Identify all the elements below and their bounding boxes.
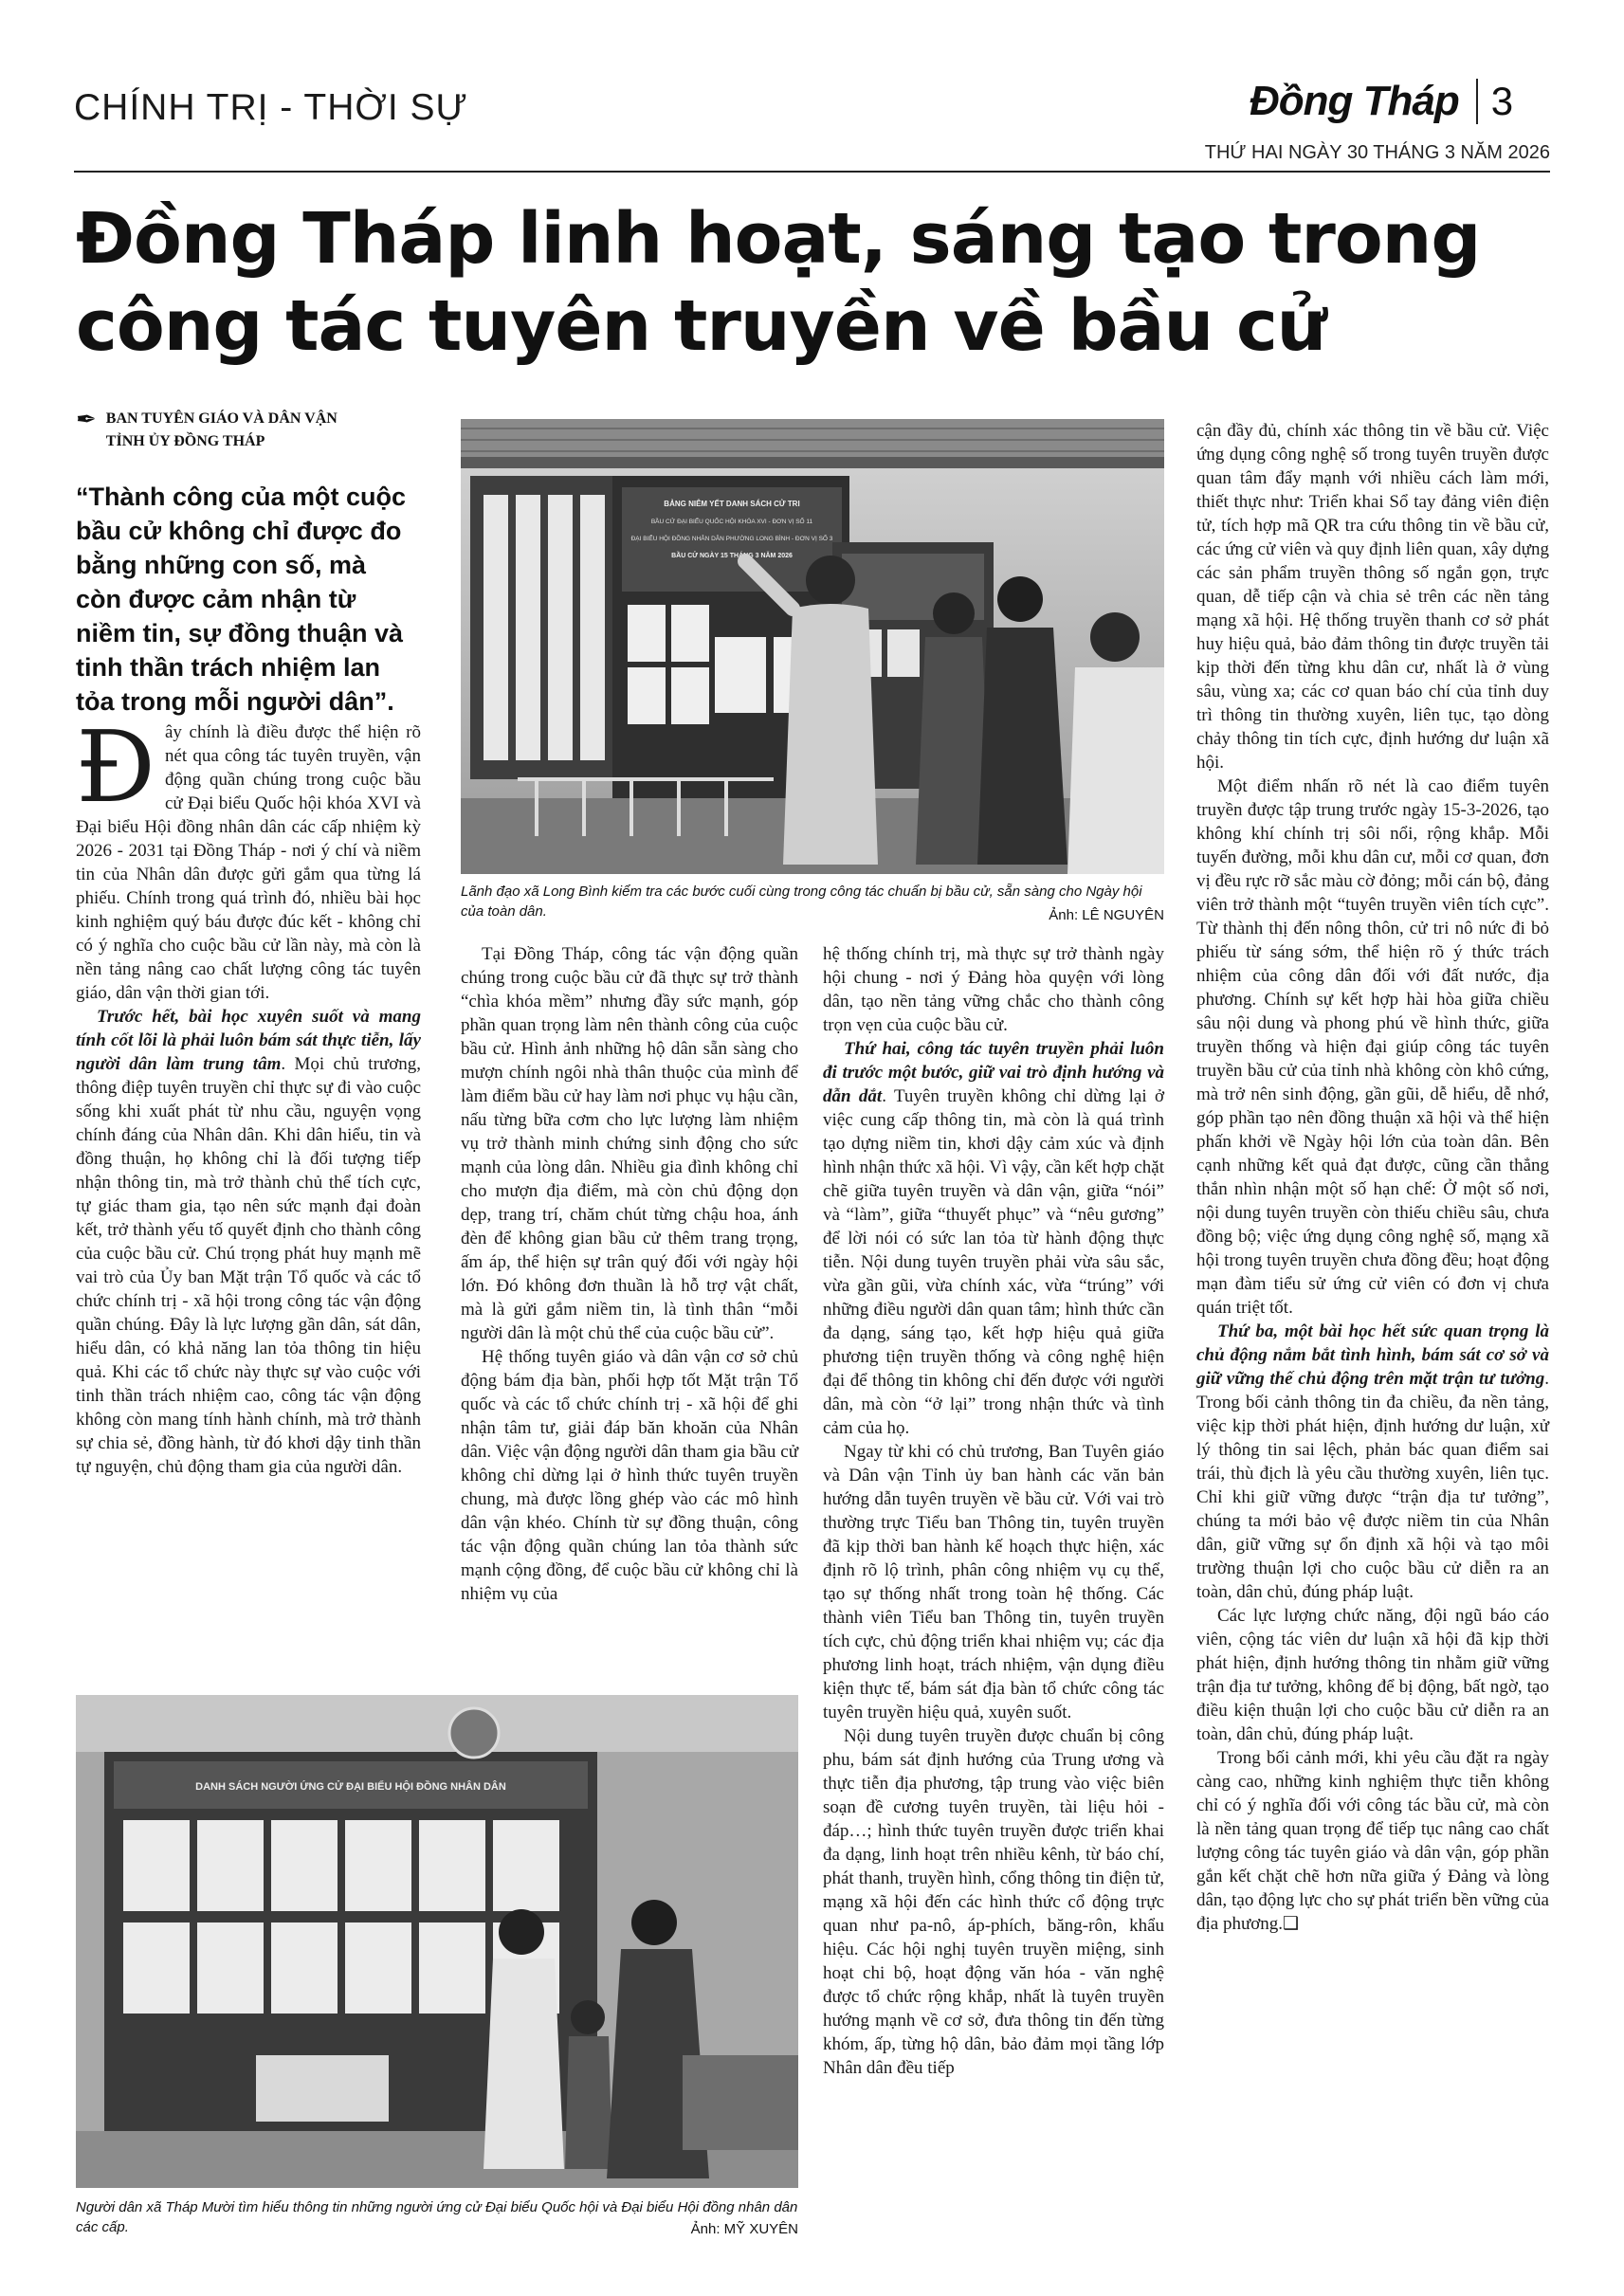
paragraph: Ngay từ khi có chủ trương, Ban Tuyên giáo và Dân vận Tỉnh ủy ban hành các văn bản hướng dẫn tuyên truyền về bầu cử. Với vai trò thường trực Tiểu ban Thông tin, tuyên truyền đã kịp thời ban hành kế hoạch thực hiện, xác định rõ lộ trình, phân công nhiệm vụ cụ thể, tạo sự thống nhất trong toàn hệ thống. Các thành viên Tiểu ban Thông tin, tuyên truyền tích cực, chủ động triển khai nhiệm vụ; các địa phương linh hoạt, trách nhiệm, vận dụng điều kiện thực tế, bám sát địa bàn tổ chức công tác tuyên truyền hiệu quả, xuyên suốt. bbox=[823, 1442, 1164, 1722]
paragraph: Hệ thống tuyên giáo và dân vận cơ sở chủ động bám địa bàn, phối hợp tốt Mặt trận Tổ quốc và các tổ chức chính trị - xã hội để ghi nhận tâm tư, giải đáp băn khoăn của Nhân dân. Việc vận động người dân tham gia bầu cử không chỉ dừng lại ở hình thức tuyên truyền chung, mà được lồng ghép vào các mô hình dân vận khéo. Chính từ sự đồng thuận, công tác vận động quần chúng lan tỏa thành sức mạnh cộng đồng, để cuộc bầu cử không chỉ là nhiệm vụ của bbox=[461, 1347, 798, 1604]
issue-date: THỨ HAI NGÀY 30 THÁNG 3 NĂM 2026 bbox=[1204, 142, 1550, 163]
headline bbox=[76, 195, 1555, 370]
headline-line-1: Đồng Tháp linh hoạt, sáng tạo trong bbox=[76, 198, 1481, 280]
byline-author: BAN TUYÊN GIÁO VÀ DÂN VẬN bbox=[105, 410, 338, 427]
photo-candidates-caption bbox=[76, 2197, 798, 2239]
pull-quote: “Thành công của một cuộc bầu cử không chỉ được đo bằng những con số, mà còn được cảm nhận từ niềm tin, sự đồng thuận và tinh thần trách nhiệm lan tỏa trong mỗi người dân”. bbox=[76, 483, 407, 716]
caption-text: Lãnh đạo xã Long Bình kiểm tra các bước cuối cùng trong công tác chuẩn bị bầu cử, sẵn sàng cho Ngày hội của toàn dân. bbox=[461, 884, 1142, 920]
board-subtitle-2: ĐẠI BIỂU HỘI ĐỒNG NHÂN DÂN PHƯỜNG LONG BÌNH - ĐƠN VỊ SỐ 3 bbox=[630, 536, 833, 542]
caption-text: Người dân xã Tháp Mười tìm hiểu thông tin những người ứng cử Đại biểu Quốc hội và Đại biểu Hội đồng nhân dân các cấp. bbox=[76, 2199, 798, 2235]
newspaper-logo[interactable]: Đồng Tháp bbox=[1250, 78, 1459, 124]
article-column-4 bbox=[1196, 419, 1549, 1936]
board-subtitle: BẦU CỬ ĐẠI BIỂU QUỐC HỘI KHÓA XVI - ĐƠN VỊ SỐ 11 bbox=[650, 519, 813, 525]
lesson-heading: Thứ hai, công tác tuyên truyền phải luôn đi trước một bước, giữ vai trò định hướng và dẫn dắt bbox=[823, 1039, 1164, 1106]
article-column-3 bbox=[823, 942, 1164, 2080]
photo-credit: Ảnh: LÊ NGUYÊN bbox=[1049, 907, 1164, 923]
article-column-1 bbox=[76, 709, 421, 1479]
board-title: BẢNG NIÊM YẾT DANH SÁCH CỬ TRI bbox=[664, 500, 800, 508]
photo-inspection bbox=[461, 419, 1164, 874]
pen-icon: ✒ bbox=[76, 406, 97, 433]
photo-candidates-board-image bbox=[76, 1695, 798, 2188]
paragraph: Tại Đồng Tháp, công tác vận động quần chúng trong cuộc bầu cử đã thực sự trở thành “chìa khóa mềm” nhưng đầy sức mạnh, góp phần quan trọng làm nên thành công của cuộc bầu cử. Hình ảnh những hộ dân sẵn sàng cho mượn chính ngôi nhà thân thuộc của mình để làm điểm bầu cử hay làm nơi phục vụ hậu cần, nấu từng bữa cơm cho lực lượng làm nhiệm vụ trở thành minh chứng sinh động cho sức mạnh của lòng dân. Nhiều gia đình không chỉ cho mượn địa điểm, mà còn chủ động dọn dẹp, trang trí, chăm chút từng chậu hoa, ánh đèn để không gian bầu cử thêm trang trọng, ấm áp, thể hiện sự trân quý đối với ngày hội lớn. Đó không đơn thuần là hỗ trợ vật chất, mà là gửi gắm niềm tin, là tình thân “mỗi người dân là một chủ thể của cuộc bầu cử”. bbox=[461, 944, 798, 1343]
paragraph: ây chính là điều được thể hiện rõ nét qua công tác tuyên truyền, vận động quần chúng trong cuộc bầu cử Đại biểu Quốc hội khóa XVI và Đại biểu Hội đồng nhân dân các cấp nhiệm kỳ 2026 - 2031 tại Đồng Tháp - nơi ý chí và niềm tin của Nhân dân được gửi gắm qua từng lá phiếu. Chính trong quá trình đó, nhiều bài học kinh nghiệm quý báu được đúc kết - không chỉ có ý nghĩa cho cuộc bầu cử lần này, mà còn là nền tảng nâng cao chất lượng công tác tuyên giáo, dân vận thời gian tới. bbox=[76, 722, 421, 1003]
byline-org: TỈNH ỦY ĐỒNG THÁP bbox=[105, 433, 265, 449]
paragraph: . Trong bối cảnh thông tin đa chiều, đa nền tảng, việc kịp thời phát hiện, định hướng dư luận, xử lý thông tin sai lệch, phản bác quan điểm sai trái, thù địch là yêu cầu thường xuyên, liên tục. Chỉ khi giữ vững được “trận địa tư tưởng”, chúng ta mới bảo vệ được niềm tin của Nhân dân, giữ vững sự ổn định xã hội và tạo môi trường thuận lợi cho cuộc bầu cử diễn ra an toàn, dân chủ, đúng pháp luật. bbox=[1196, 1369, 1549, 1602]
board-title: DANH SÁCH NGƯỜI ỨNG CỬ ĐẠI BIỂU HỘI ĐỒNG NHÂN DÂN bbox=[195, 1781, 506, 1793]
page-number: 3 bbox=[1490, 79, 1514, 123]
masthead-divider bbox=[1476, 79, 1478, 124]
photo-inspection-image bbox=[461, 419, 1164, 874]
paragraph: cận đầy đủ, chính xác thông tin về bầu cử. Việc ứng dụng công nghệ số trong tuyên truyền được quan tâm đẩy mạnh với nhiều cách làm mới, thiết thực như: Triển khai Sổ tay đảng viên điện tử, tích hợp mã QR tra cứu thông tin về bầu cử, các ứng cử viên và quy định liên quan, xây dựng các sản phẩm truyền thông số ngắn gọn, trực quan, dễ tiếp cận và chia sẻ trên các nền tảng mạng xã hội. Hệ thống truyền thanh cơ sở phát huy hiệu quả, bảo đảm thông tin được truyền tải kịp thời đến từng khu dân cư, nhất là ở vùng sâu, vùng xa; các cơ quan báo chí của tỉnh duy trì thông tin thường xuyên, liên tục, tạo dòng chảy thông tin tích cực, định hướng dư luận xã hội. bbox=[1196, 421, 1549, 773]
national-emblem-icon bbox=[449, 1708, 499, 1758]
paragraph: Một điểm nhấn rõ nét là cao điểm tuyên truyền được tập trung trước ngày 15-3-2026, tạo không khí chính trị sôi nổi, rộng khắp. Mỗi tuyến đường, mỗi khu dân cư, mỗi cơ quan, đơn vị đều rực rỡ sắc màu cờ đỏng; mỗi cán bộ, đảng viên trở thành một “tuyên truyền viên tích cực”. Từ thành thị đến nông thôn, cử tri nô nức đi bỏ phiếu từ sáng sớm, thể hiện rõ ý thức trách nhiệm của công dân đối với đất nước, địa phương. Chính sự kết hợp hài hòa giữa chiều sâu nội dung và phong phú về hình thức, giữa truyền thống và hiện đại giúp công tác tuyên truyền bầu cử của tỉnh nhà không còn khô cứng, mà trở nên sinh động, gần gũi, dễ hiểu, dễ nhớ, góp phần tạo nên đồng thuận xã hội và thể hiện phấn khởi về Ngày hội lớn của toàn dân. Bên cạnh những kết quả đạt được, cũng cần thẳng thắn nhìn nhận một số hạn chế: Ở một số nơi, nội dung tuyên truyền còn thiếu chiều sâu, chưa đồng bộ; việc ứng dụng công nghệ số, mạng xã hội trong tuyên truyền chưa đồng đều; hoạt động mạn đàm tiểu sử ứng cử viên có đơn vị chưa quán triệt tốt. bbox=[1196, 776, 1549, 1318]
drop-cap: Đ bbox=[76, 709, 155, 825]
masthead bbox=[1250, 78, 1513, 125]
header-rule bbox=[74, 171, 1550, 173]
byline bbox=[76, 408, 455, 453]
photo-candidates-board bbox=[76, 1695, 798, 2188]
photo-inspection-caption bbox=[461, 882, 1164, 925]
paragraph: Trong bối cảnh mới, khi yêu cầu đặt ra ngày càng cao, những kinh nghiệm thực tiễn không chỉ có ý nghĩa đối với công tác bầu cử, mà còn là nền tảng quan trọng để tiếp tục nâng cao chất lượng công tác tuyên giáo và dân vận, góp phần gắn kết chặt chẽ hơn nữa giữa ý Đảng và lòng dân, tạo động lực cho sự phát triển bền vững của địa phương.❑ bbox=[1196, 1748, 1549, 1934]
paragraph: Các lực lượng chức năng, đội ngũ báo cáo viên, cộng tác viên dư luận xã hội đã kịp thời phát hiện, định hướng thông tin nhằm giữ vững trận địa tư tưởng, không để bị động, bất ngờ, tạo điều kiện thuận lợi cho cuộc bầu cử diễn ra an toàn, dân chủ, đúng pháp luật. bbox=[1196, 1606, 1549, 1744]
lesson-heading: Trước hết, bài học xuyên suốt và mang tính cốt lõi là phải luôn bám sát thực tiễn, lấy người dân làm trung tâm bbox=[76, 1007, 421, 1074]
paragraph: . Tuyên truyền không chỉ dừng lại ở việc cung cấp thông tin, mà còn là quá trình tạo dựng niềm tin, khơi dậy cảm xúc và định hình nhận thức xã hội. Vì vậy, cần kết hợp chặt chẽ giữa tuyên truyền và dân vận, giữa “nói” và “làm”, giữa “thuyết phục” và “nêu gương” để lời nói có sức lan tỏa từ hành động thực tiễn. Nội dung tuyên truyền phải vừa sâu sắc, vừa gần gũi, vừa chính xác, vừa “trúng” với những điều người dân quan tâm; hình thức cần đa dạng, sáng tạo, kết hợp hiệu quả giữa phương tiện truyền thống và công nghệ hiện đại để thông tin không chỉ đến được với người dân, mà còn “ở lại” trong nhận thức và tình cảm của họ. bbox=[823, 1086, 1164, 1438]
section-label: CHÍNH TRỊ - THỜI SỰ bbox=[74, 87, 468, 128]
photo-credit: Ảnh: MỸ XUYÊN bbox=[690, 2221, 798, 2237]
article-column-2 bbox=[461, 942, 798, 1606]
paragraph: Nội dung tuyên truyền được chuẩn bị công phu, bám sát định hướng của Trung ương và thực tiễn địa phương, tập trung vào việc biên soạn đề cương tuyên truyền, tài liệu hỏi - đáp…; hình thức tuyên truyền được triển khai đa dạng, linh hoạt trên nhiều kênh, từ báo chí, phát thanh, truyền hình, cổng thông tin điện tử, mạng xã hội đến các hình thức cổ động trực quan như pa-nô, áp-phích, băng-rôn, khẩu hiệu. Các hội nghị tuyên truyền miệng, sinh hoạt chi bộ, hoạt động văn hóa - văn nghệ được tổ chức rộng khắp, nhất là tuyên truyền hướng mạnh về cơ sở, đưa thông tin đến từng khóm, ấp, từng hộ dân, bảo đảm mọi tầng lớp Nhân dân đều tiếp bbox=[823, 1726, 1164, 2078]
paragraph: hệ thống chính trị, mà thực sự trở thành ngày hội chung - nơi ý Đảng hòa quyện với lòng dân, tạo nền tảng vững chắc cho thành công trọn vẹn của cuộc bầu cử. bbox=[823, 944, 1164, 1035]
paragraph: . Mọi chủ trương, thông điệp tuyên truyền chỉ thực sự đi vào cuộc sống khi xuất phát từ nhu cầu, nguyện vọng chính đáng của Nhân dân. Khi dân hiểu, tin và đồng thuận, họ không chỉ là đối tượng tiếp nhận thông tin, mà trở thành chủ thể tích cực, tự giác tham gia, tạo nên sức mạnh đại đoàn kết, trở thành yếu tố quyết định cho thành công của cuộc bầu cử. Chú trọng phát huy mạnh mẽ vai trò của Ủy ban Mặt trận Tổ quốc và các tổ chức chính trị - xã hội trong công tác vận động quần chúng. Đây là lực lượng gần dân, sát dân, hiểu dân, có khả năng lan tỏa thông tin hiệu quả. Khi các tổ chức này thực sự vào cuộc với tinh thần trách nhiệm cao, công tác vận động không còn mang tính hành chính, mà trở thành sự chia sẻ, đồng hành, từ đó khơi dậy tinh thần tự nguyện, chủ động tham gia của người dân. bbox=[76, 1054, 421, 1477]
board-date: BẦU CỬ NGÀY 15 THÁNG 3 NĂM 2026 bbox=[671, 553, 793, 559]
lesson-heading: Thứ ba, một bài học hết sức quan trọng là chủ động nắm bắt tình hình, bám sát cơ sở và giữ vững thế chủ động trên mặt trận tư tưởng bbox=[1196, 1321, 1549, 1389]
headline-line-2: công tác tuyên truyền về bầu cử bbox=[76, 285, 1326, 367]
